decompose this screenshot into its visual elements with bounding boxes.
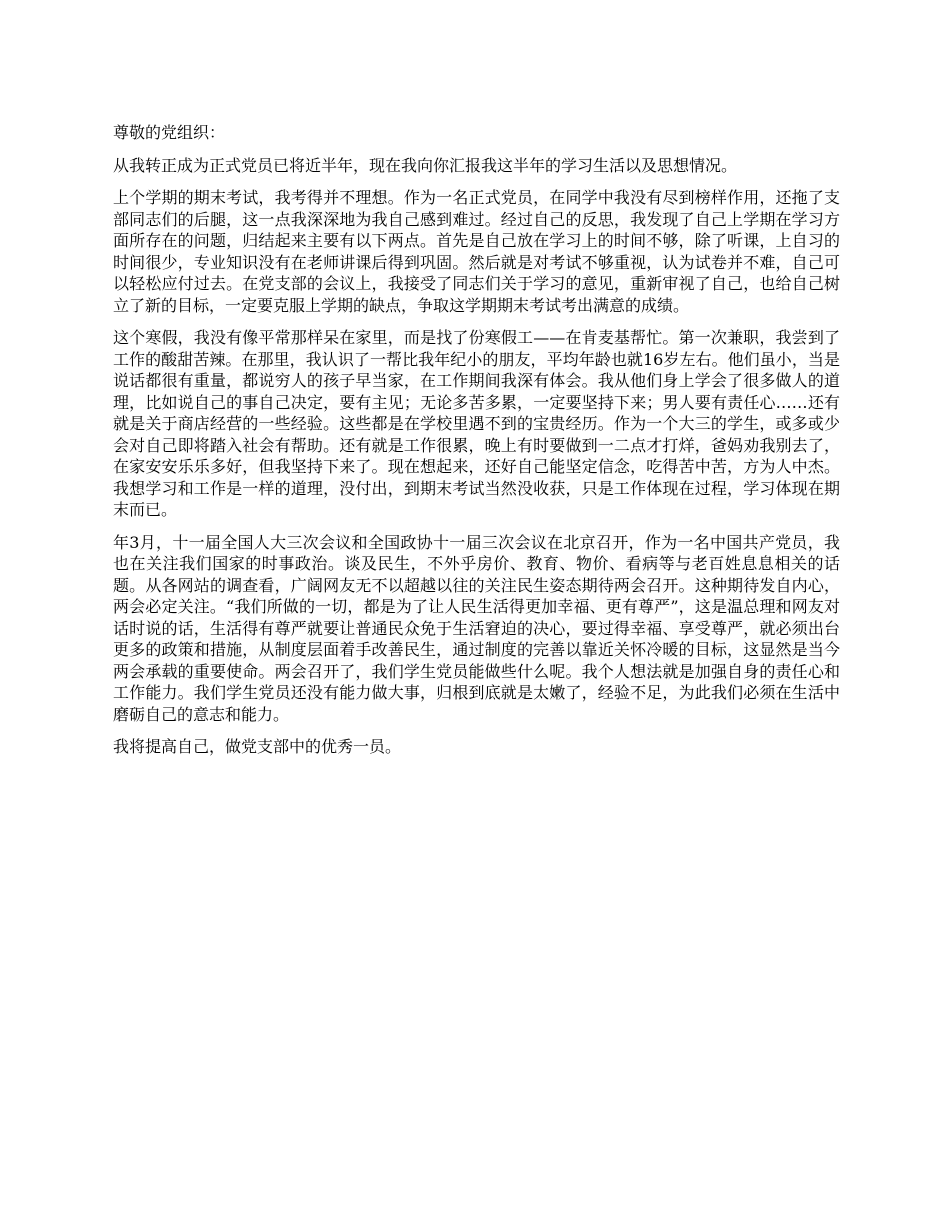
paragraph-exam-reflection: 上个学期的期末考试，我考得并不理想。作为一名正式党员，在同学中我没有尽到榜样作用，还拖了支部同志们的后腿，这一点我深深地为我自己感到难过。经过自己的反思，我发现了自己上学期在学习方面所存在的问题，归结起来主要有以下两点。首先是自己放在学习上的时间不够，除了听课，上自习的时间很少，专业知识没有在老师讲课后得到巩固。然后就是对考试不够重视，认为试卷并不难，自己可以轻松应付过去。在党支部的会议上，我接受了同志们关于学习的意见，重新审视了自己，也给自己树立了新的目标，一定要克服上学期的缺点，争取这学期期末考试考出满意的成绩。 (113, 188, 840, 315)
salutation: 尊敬的党组织： (113, 123, 226, 142)
document-page (113, 122, 840, 769)
paragraph-closing: 我将提高自己，做党支部中的优秀一员。 (113, 737, 402, 756)
paragraph-winter-job: 这个寒假，我没有像平常那样呆在家里，而是找了份寒假工——在肯麦基帮忙。第一次兼职，我尝到了工作的酸甜苦辣。在那里，我认识了一帮比我年纪小的朋友，平均年龄也就16岁左右。他们虽小，当是说话都很有重量，都说穷人的孩子早当家，在工作期间我深有体会。我从他们身上学会了很多做人的道理，比如说自己的事自己决定，要有主见；无论多苦多累，一定要坚持下来；男人要有责任心……还有就是关于商店经营的一些经验。这些都是在学校里遇不到的宝贵经历。作为一个大三的学生，或多或少会对自己即将踏入社会有帮助。还有就是工作很累，晚上有时要做到一二点才打烊，爸妈劝我别去了，在家安安乐乐多好，但我坚持下来了。现在想起来，还好自己能坚定信念，吃得苦中苦，方为人中杰。我想学习和工作是一样的道理，没付出，到期末考试当然没收获，只是工作体现在过程，学习体现在期末而已。 (113, 328, 840, 519)
paragraph-two-sessions: 年3月，十一届全国人大三次会议和全国政协十一届三次会议在北京召开，作为一名中国共产党员，我也在关注我们国家的时事政治。谈及民生，不外乎房价、教育、物价、看病等与老百姓息息相关的话题。从各网站的调查看，广阔网友无不以超越以往的关注民生姿态期待两会召开。这种期待发自内心，两会必定关注。“我们所做的一切，都是为了让人民生活得更加幸福、更有尊严”，这是温总理和网友对话时说的话，生活得有尊严就要让普通民众免于生活窘迫的决心，要过得幸福、享受尊严，就必须出台更多的政策和措施，从制度层面着手改善民生，通过制度的完善以靠近关怀冷暖的目标，这显然是当今两会承载的重要使命。两会召开了，我们学生党员能做些什么呢。我个人想法就是加强自身的责任心和工作能力。我们学生党员还没有能力做大事，归根到底就是太嫩了，经验不足，为此我们必须在生活中磨砺自己的意志和能力。 (113, 532, 840, 724)
paragraph-intro: 从我转正成为正式党员已将近半年，现在我向你汇报我这半年的学习生活以及思想情况。 (113, 155, 738, 175)
